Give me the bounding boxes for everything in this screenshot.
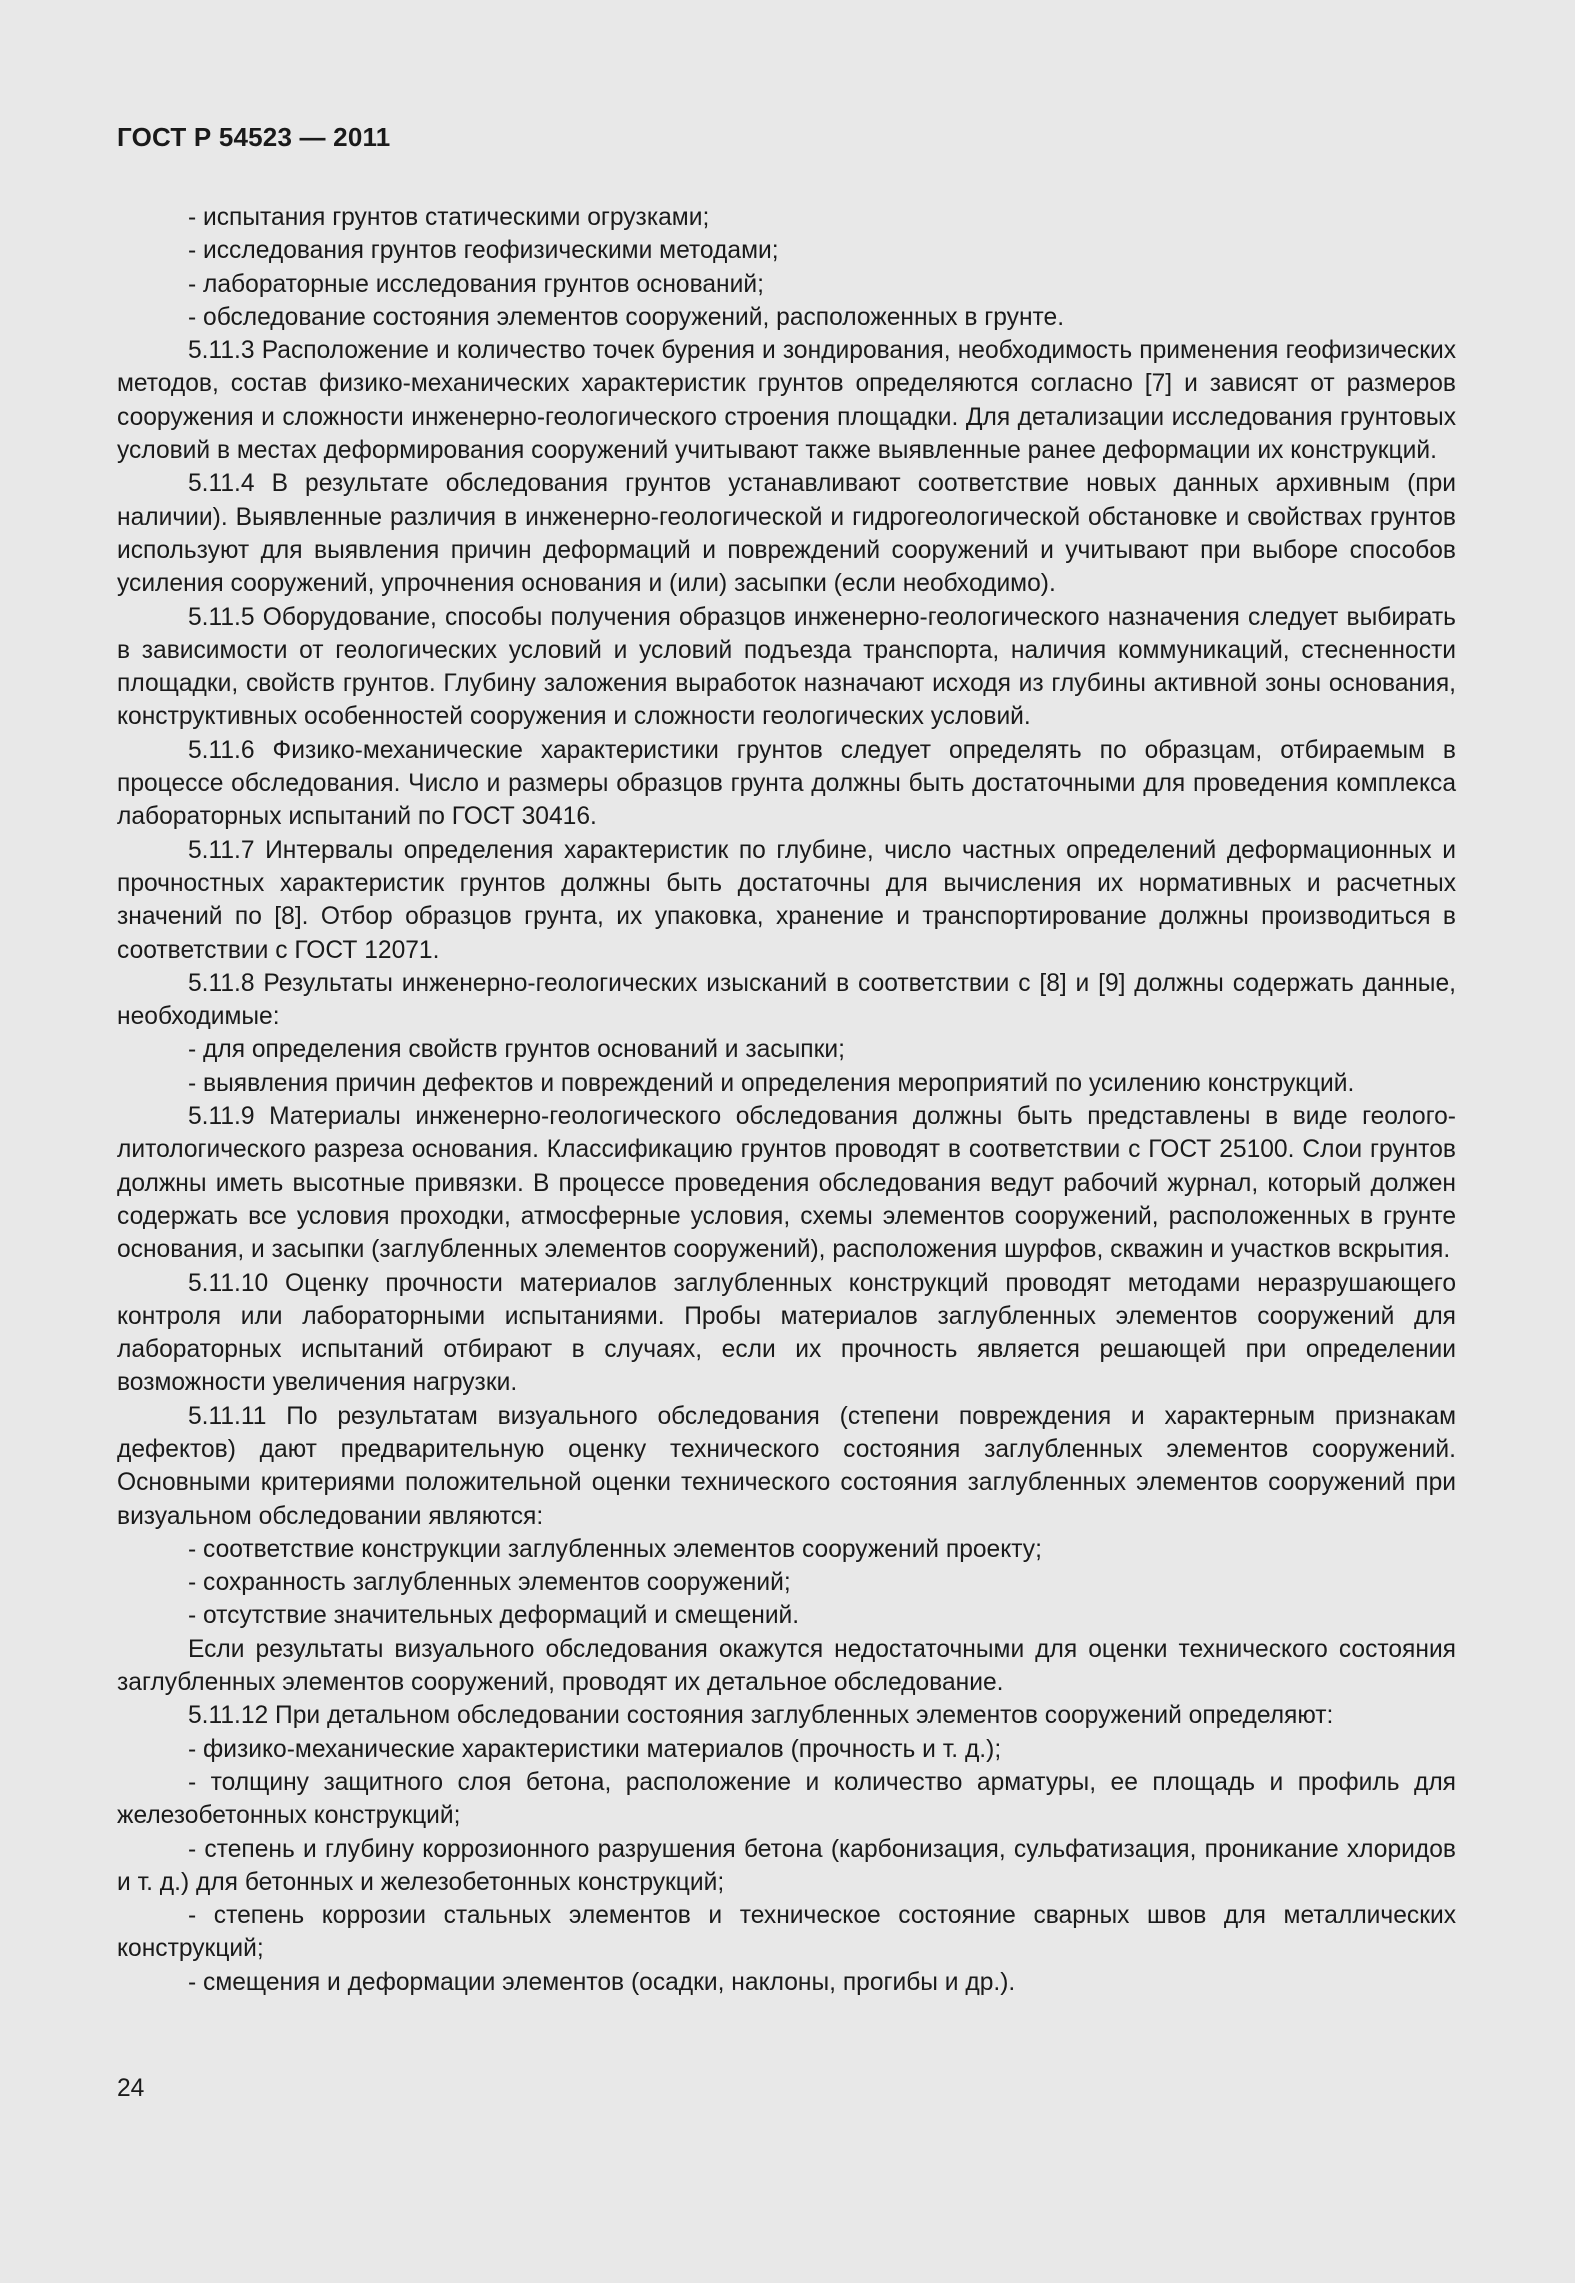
- list-item: - испытания грунтов статическими огрузками;: [188, 204, 710, 231]
- paragraph-5-11-3: 5.11.3 Расположение и количество точек бурения и зондирования, необходимость применения геофизических методов, состав физико-механических характеристик грунтов определяются согласно [7] и зависят от размеров сооружения и сложности инженерно-геологического строения площадки. Для детализации исследования грунтовых условий в местах деформирования сооружений учитывают также выявленные ранее деформации их конструкций.: [117, 337, 1456, 465]
- list-item: - соответствие конструкции заглубленных элементов сооружений проекту;: [188, 1535, 1042, 1563]
- paragraph-5-11-10: 5.11.10 Оценку прочности материалов заглубленных конструкций проводят методами неразрушающего контроля или лабораторными испытаниями. Пробы материалов заглубленных элементов сооружений для лабораторных испытаний отбирают в случаях, если их прочность является решающей при определении возможности увеличения нагрузки.: [117, 1269, 1456, 1397]
- paragraph-5-11-9: 5.11.9 Материалы инженерно-геологического обследования должны быть представлены в виде геолого-литологического разреза основания. Классификацию грунтов проводят в соответствии с ГОСТ 25100. Слои грунтов должны иметь высотные привязки. В процессе проведения обследования ведут рабочий журнал, который должен содержать все условия проходки, атмосферные условия, схемы элементов сооружений, расположенных в грунте основания, и засыпки (заглубленных элементов сооружений), расположения шурфов, скважин и участков вскрытия.: [117, 1103, 1456, 1264]
- list-item: - выявления причин дефектов и повреждений и определения мероприятий по усилению конструкций.: [188, 1069, 1355, 1097]
- document-body: [117, 201, 1456, 1999]
- list-item: - лабораторные исследования грунтов оснований;: [188, 270, 764, 298]
- list-item: - для определения свойств грунтов оснований и засыпки;: [188, 1036, 845, 1064]
- list-item: - физико-механические характеристики материалов (прочность и т. д.);: [188, 1735, 1002, 1763]
- paragraph-5-11-6: 5.11.6 Физико-механические характеристики грунтов следует определять по образцам, отбираемым в процессе обследования. Число и размеры образцов грунта должны быть достаточными для проведения комплекса лабораторных испытаний по ГОСТ 30416.: [117, 736, 1456, 831]
- list-item: - исследования грунтов геофизическими методами;: [188, 237, 779, 265]
- list-item: - толщину защитного слоя бетона, расположение и количество арматуры, ее площадь и профиль для железобетонных конструкций;: [117, 1768, 1456, 1830]
- list-item: - отсутствие значительных деформаций и смещений.: [188, 1602, 800, 1630]
- paragraph-5-11-5: 5.11.5 Оборудование, способы получения образцов инженерно-геологического назначения следует выбирать в зависимости от геологических условий и условий подъезда транспорта, наличия коммуникаций, стесненности площадки, свойств грунтов. Глубину заложения выработок назначают исходя из глубины активной зоны основания, конструктивных особенностей сооружения и сложности геологических условий.: [117, 603, 1456, 731]
- list-item: - сохранность заглубленных элементов сооружений;: [188, 1569, 791, 1597]
- list-item: - степень коррозии стальных элементов и техническое состояние сварных швов для металлических конструкций;: [117, 1902, 1456, 1963]
- list-item: - обследование состояния элементов сооружений, расположенных в грунте.: [188, 303, 1065, 331]
- paragraph-detailed-survey-note: Если результаты визуального обследования окажутся недостаточными для оценки технического состояния заглубленных элементов сооружений, проводят их детальное обследование.: [117, 1635, 1456, 1697]
- paragraph-5-11-4: 5.11.4 В результате обследования грунтов устанавливают соответствие новых данных архивным (при наличии). Выявленные различия в инженерно-геологической и гидрогеологической обстановке и свойствах грунтов используют для выявления причин деформаций и повреждений сооружений и учитывают при выборе способов усиления сооружений, упрочнения основания и (или) засыпки (если необходимо).: [117, 470, 1456, 598]
- paragraph-5-11-11: 5.11.11 По результатам визуального обследования (степени повреждения и характерным признакам дефектов) дают предварительную оценку технического состояния заглубленных элементов сооружений. Основными критериями положительной оценки технического состояния заглубленных элементов сооружений при визуальном обследовании являются:: [117, 1402, 1456, 1530]
- paragraph-5-11-8: 5.11.8 Результаты инженерно-геологических изысканий в соответствии с [8] и [9] должны содержать данные, необходимые:: [117, 969, 1456, 1031]
- paragraph-5-11-12: 5.11.12 При детальном обследовании состояния заглубленных элементов сооружений определяют:: [188, 1702, 1334, 1730]
- document-header: ГОСТ Р 54523 — 2011: [117, 122, 391, 152]
- page-number: 24: [117, 2075, 145, 2102]
- list-item: - смещения и деформации элементов (осадки, наклоны, прогибы и др.).: [188, 1968, 1016, 1996]
- list-item: - степень и глубину коррозионного разрушения бетона (карбонизация, сульфатизация, проникание хлоридов и т. д.) для бетонных и железобетонных конструкций;: [117, 1835, 1456, 1896]
- paragraph-5-11-7: 5.11.7 Интервалы определения характеристик по глубине, число частных определений деформационных и прочностных характеристик грунтов должны быть достаточны для вычисления их нормативных и расчетных значений по [8]. Отбор образцов грунта, их упаковка, хранение и транспортирование должны производиться в соответствии с ГОСТ 12071.: [117, 836, 1456, 964]
